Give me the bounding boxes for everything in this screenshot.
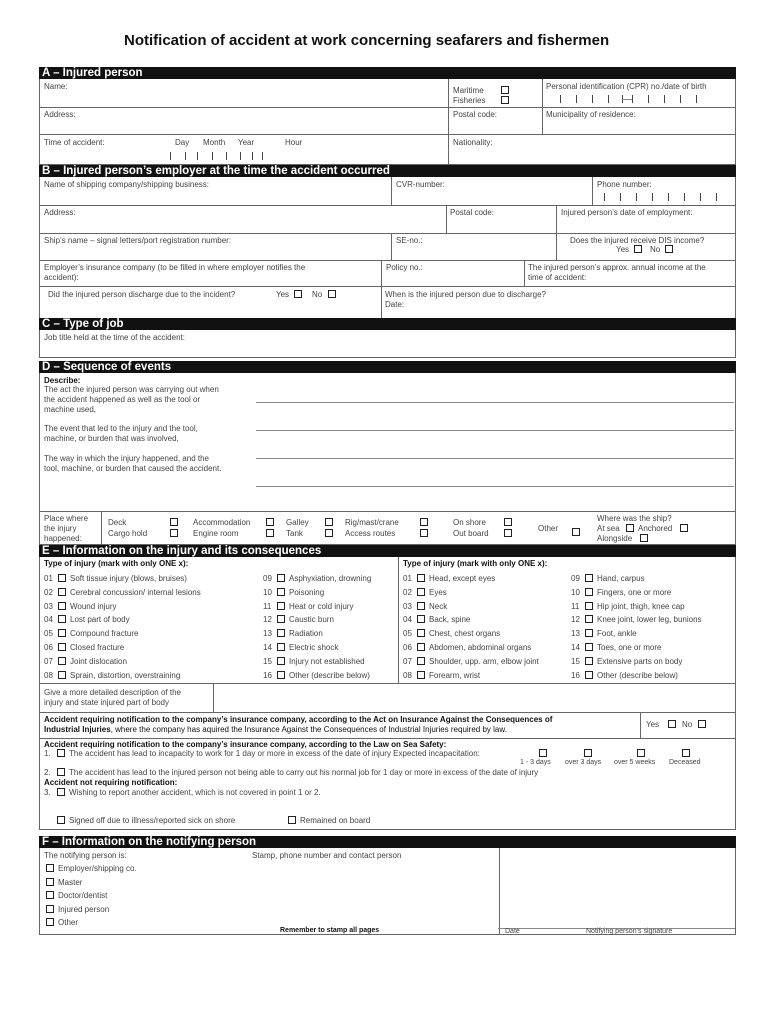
point3-text: Wishing to report another accident, which is not covered in point 1 or 2. bbox=[69, 788, 321, 797]
insurance-yes-checkbox[interactable] bbox=[668, 720, 676, 728]
time-label: Time of accident: bbox=[44, 138, 105, 147]
point2-text: The accident has lead to the injured person not being able to carry out his normal job for 1 day or more in excess of the date of injury bbox=[69, 768, 539, 777]
injury-option-number: 04 bbox=[403, 615, 412, 625]
point1-text: The accident has lead to incapacity to work for 1 day or more in excess of the date of injury Expected incapacitation: bbox=[69, 749, 480, 758]
injury-option-label: Knee joint, lower leg, bunions bbox=[597, 615, 702, 625]
section-e-header: E – Information on the injury and its consequences bbox=[39, 545, 736, 557]
injury-option-label: Hip joint, thigh, knee cap bbox=[597, 601, 685, 611]
injury-option-label: Caustic burn bbox=[289, 615, 334, 625]
stamp-label: Stamp, phone number and contact person bbox=[252, 851, 402, 860]
injury-option-label: Chest, chest organs bbox=[429, 629, 501, 639]
describe-event-line2: machine, or burden that was involved, bbox=[44, 434, 179, 443]
injury-option-checkbox[interactable] bbox=[585, 602, 593, 610]
signature-label: Notifying person’s signature bbox=[586, 928, 673, 935]
dis-label: Does the injured receive DIS income? bbox=[570, 236, 705, 245]
at-sea-label: At sea bbox=[597, 524, 620, 533]
year-label: Year bbox=[238, 138, 255, 147]
phone-label: Phone number: bbox=[597, 180, 652, 189]
insurer-label-line1: Employer’s insurance company (to be filled in where employer notifies the bbox=[44, 263, 306, 272]
se-no-label: SE-no.: bbox=[396, 236, 423, 245]
at-sea-checkbox[interactable] bbox=[626, 524, 634, 532]
incap-deceased-checkbox[interactable] bbox=[682, 749, 690, 757]
injury-option-number: 08 bbox=[44, 670, 53, 680]
injury-option-number: 10 bbox=[571, 587, 580, 597]
injury-option-number: 06 bbox=[44, 643, 53, 652]
notifying-option-label: Master bbox=[58, 877, 83, 887]
signed-off-checkbox[interactable] bbox=[57, 816, 65, 824]
outboard-label: Out board bbox=[453, 529, 489, 538]
income-label-line1: The injured person’s approx. annual income at the bbox=[528, 263, 706, 272]
injury-option-number: 16 bbox=[263, 670, 272, 680]
injury-option-checkbox[interactable] bbox=[58, 629, 66, 637]
section-f-header: F – Information on the notifying person bbox=[39, 836, 736, 848]
engine-room-checkbox[interactable] bbox=[266, 529, 274, 537]
tank-checkbox[interactable] bbox=[325, 529, 333, 537]
section-d-header: D – Sequence of events bbox=[39, 361, 736, 373]
incap-over-3-days-label: over 3 days bbox=[565, 759, 602, 766]
income-label-line2: time of accident: bbox=[528, 273, 587, 282]
notifying-option-checkbox[interactable] bbox=[46, 878, 54, 886]
injury-option-checkbox[interactable] bbox=[277, 602, 285, 610]
place-label-line1: Place where bbox=[44, 514, 89, 523]
injury-option-checkbox[interactable] bbox=[585, 574, 593, 582]
injury-option-checkbox[interactable] bbox=[417, 657, 425, 665]
dis-no-checkbox[interactable] bbox=[665, 245, 673, 253]
discharge-date-label: Date: bbox=[385, 300, 405, 309]
rig-checkbox[interactable] bbox=[420, 518, 428, 526]
date-label: Date bbox=[505, 928, 520, 935]
injury-option-checkbox[interactable] bbox=[417, 629, 425, 637]
injury-option-label: Lost part of body bbox=[70, 615, 130, 625]
injury-option-number: 07 bbox=[44, 656, 53, 666]
remained-checkbox[interactable] bbox=[288, 816, 296, 824]
injury-option-checkbox[interactable] bbox=[58, 588, 66, 596]
injury-option-number: 15 bbox=[571, 656, 580, 666]
notifying-option-checkbox[interactable] bbox=[46, 905, 54, 913]
injury-option-number: 07 bbox=[403, 656, 412, 666]
cargo-hold-checkbox[interactable] bbox=[170, 529, 178, 537]
accommodation-label: Accommodation bbox=[193, 518, 251, 527]
injury-option-number: 06 bbox=[403, 643, 412, 652]
day-label: Day bbox=[175, 138, 190, 147]
injury-option-label: Forearm, wrist bbox=[429, 670, 481, 680]
notifying-is-label: The notifying person is: bbox=[44, 851, 127, 860]
rig-label: Rig/mast/crane bbox=[345, 518, 399, 527]
signed-off-label: Signed off due to illness/reported sick on shore bbox=[69, 816, 236, 825]
injury-option-number: 01 bbox=[403, 574, 412, 583]
maritime-checkbox[interactable] bbox=[501, 86, 509, 94]
injury-option-label: Electric shock bbox=[289, 643, 339, 652]
discharge-label: Did the injured person discharge due to the incident? bbox=[48, 290, 236, 299]
remained-label: Remained on board bbox=[300, 816, 371, 825]
injury-option-checkbox[interactable] bbox=[585, 657, 593, 665]
anchored-label: Anchored bbox=[638, 524, 673, 533]
alongside-label: Alongside bbox=[597, 534, 633, 543]
injury-option-number: 04 bbox=[44, 615, 53, 625]
onshore-checkbox[interactable] bbox=[504, 518, 512, 526]
injury-option-label: Eyes bbox=[429, 587, 447, 597]
injury-option-checkbox[interactable] bbox=[417, 643, 425, 651]
engine-room-label: Engine room bbox=[193, 529, 239, 538]
injury-option-number: 16 bbox=[571, 670, 580, 680]
injury-option-checkbox[interactable] bbox=[417, 574, 425, 582]
injury-option-number: 05 bbox=[44, 629, 53, 639]
not-required-label: Accident not requiring notification: bbox=[44, 778, 178, 787]
injury-option-label: Closed fracture bbox=[70, 643, 125, 652]
point2-number: 2. bbox=[44, 768, 51, 777]
injury-option-checkbox[interactable] bbox=[585, 671, 593, 679]
insurance-notice-line1: Accident requiring notification to the company’s insurance company, according to the Act on Insurance Against the Consequences of bbox=[44, 715, 553, 724]
describe-act-input[interactable] bbox=[256, 402, 734, 403]
injury-option-checkbox[interactable] bbox=[585, 643, 593, 651]
insurance-yes-label: Yes bbox=[646, 720, 660, 729]
injury-option-number: 10 bbox=[263, 587, 272, 597]
discharge-no-label: No bbox=[312, 290, 323, 299]
injury-option-checkbox[interactable] bbox=[58, 643, 66, 651]
job-title-label: Job title held at the time of the accident: bbox=[44, 333, 185, 342]
describe-act-line1: The act the injured person was carrying out when bbox=[44, 385, 219, 394]
notifying-option-checkbox[interactable] bbox=[46, 864, 54, 872]
describe-extra-input[interactable] bbox=[256, 486, 734, 487]
injury-option-number: 02 bbox=[44, 587, 53, 597]
injury-type-label: Type of injury (mark with only ONE x): bbox=[44, 559, 189, 568]
anchored-checkbox[interactable] bbox=[680, 524, 688, 532]
describe-way-input[interactable] bbox=[256, 458, 734, 459]
dis-yes-checkbox[interactable] bbox=[634, 245, 642, 253]
insurance-notice-line2: Industrial Injuries, where the company has aquired the Insurance Against the Consequences of Industrial Injuries required by law. bbox=[44, 725, 507, 734]
injury-option-number: 14 bbox=[263, 643, 272, 652]
section-c-header: C – Type of job bbox=[39, 318, 736, 330]
injury-option-label: Compound fracture bbox=[70, 629, 139, 639]
injury-option-number: 11 bbox=[571, 601, 580, 611]
discharge-when-label: When is the injured person due to discharge? bbox=[385, 290, 546, 299]
discharge-no-checkbox[interactable] bbox=[328, 290, 336, 298]
cvr-label: CVR-number: bbox=[396, 180, 445, 189]
cpr-label: Personal identification (CPR) no./date of birth bbox=[546, 82, 707, 91]
dis-no-label: No bbox=[650, 245, 661, 254]
accommodation-checkbox[interactable] bbox=[266, 518, 274, 526]
detail-label-line2: injury and state injured part of body bbox=[44, 698, 169, 707]
injury-option-number: 01 bbox=[44, 574, 53, 583]
insurer-label-line2: accident): bbox=[44, 273, 79, 282]
injury-option-label: Other (describe below) bbox=[289, 670, 370, 680]
incap-1-3-days-label: 1 - 3 days bbox=[520, 759, 551, 766]
injury-option-checkbox[interactable] bbox=[277, 671, 285, 679]
discharge-yes-checkbox[interactable] bbox=[294, 290, 302, 298]
access-routes-label: Access routes bbox=[345, 529, 396, 538]
describe-act-line2: the accident happened as well as the tool or bbox=[44, 395, 201, 404]
describe-event-line1: The event that led to the injury and the tool, bbox=[44, 424, 198, 433]
injury-option-number: 13 bbox=[263, 629, 272, 639]
injury-option-number: 03 bbox=[44, 601, 53, 611]
point1-checkbox[interactable] bbox=[57, 749, 65, 757]
describe-event-input[interactable] bbox=[256, 430, 734, 431]
ship-location-label: Where was the ship? bbox=[597, 514, 672, 523]
injury-option-label: Foot, ankle bbox=[597, 629, 637, 639]
remember-stamp-note: Remember to stamp all pages bbox=[280, 927, 380, 934]
postal-code-label: Postal code: bbox=[453, 110, 498, 119]
section-a-header: A – Injured person bbox=[39, 67, 736, 79]
detail-label-line1: Give a more detailed description of the bbox=[44, 688, 181, 697]
injury-option-label: Joint dislocation bbox=[70, 656, 127, 666]
injury-option-checkbox[interactable] bbox=[417, 671, 425, 679]
describe-way-line1: The way in which the injury happened, and the bbox=[44, 454, 209, 463]
injury-option-label: Shoulder, upp. arm, elbow joint bbox=[429, 656, 539, 666]
injury-option-checkbox[interactable] bbox=[58, 657, 66, 665]
place-label-line2: the injury bbox=[44, 524, 77, 533]
tank-label: Tank bbox=[286, 529, 303, 538]
employer-address-label: Address: bbox=[44, 208, 76, 217]
injury-option-checkbox[interactable] bbox=[58, 574, 66, 582]
incap-over-3-days-checkbox[interactable] bbox=[584, 749, 592, 757]
company-name-label: Name of shipping company/shipping business: bbox=[44, 180, 209, 189]
injury-option-number: 13 bbox=[571, 629, 580, 639]
name-label: Name: bbox=[44, 82, 68, 91]
describe-label: Describe: bbox=[44, 376, 81, 385]
alongside-checkbox[interactable] bbox=[640, 534, 648, 542]
injury-option-checkbox[interactable] bbox=[585, 615, 593, 623]
point2-checkbox[interactable] bbox=[57, 768, 65, 776]
injury-option-label: Neck bbox=[429, 601, 448, 611]
injury-location-label: Type of injury (mark with only ONE x): bbox=[403, 559, 548, 568]
injury-option-label: Other (describe below) bbox=[597, 670, 678, 680]
injury-option-number: 12 bbox=[571, 615, 580, 625]
injury-option-label: Injury not established bbox=[289, 656, 365, 666]
address-label: Address: bbox=[44, 110, 76, 119]
injury-option-number: 11 bbox=[263, 601, 272, 611]
nationality-label: Nationality: bbox=[453, 138, 493, 147]
page-title: Notification of accident at work concerning seafarers and fishermen bbox=[124, 32, 610, 49]
injury-option-label: Cerebral concussion/ internal lesions bbox=[70, 587, 201, 597]
injury-option-label: Fingers, one or more bbox=[597, 587, 672, 597]
injury-option-checkbox[interactable] bbox=[277, 588, 285, 596]
injury-option-number: 14 bbox=[571, 643, 580, 652]
injury-option-label: Asphyxiation, drowning bbox=[289, 574, 372, 583]
maritime-label: Maritime bbox=[453, 86, 484, 95]
injury-option-checkbox[interactable] bbox=[277, 657, 285, 665]
incap-1-3-days-checkbox[interactable] bbox=[539, 749, 547, 757]
injury-option-label: Head, except eyes bbox=[429, 574, 496, 583]
injury-option-number: 03 bbox=[403, 601, 412, 611]
employment-date-label: Injured person’s date of employment: bbox=[561, 208, 693, 217]
sea-safety-label: Accident requiring notification to the company’s insurance company, according to the Law on Sea Safety: bbox=[44, 740, 447, 749]
injury-option-checkbox[interactable] bbox=[58, 602, 66, 610]
injury-option-label: Toes, one or more bbox=[597, 643, 662, 652]
injury-option-checkbox[interactable] bbox=[277, 629, 285, 637]
notifying-option-checkbox[interactable] bbox=[46, 891, 54, 899]
describe-way-line2: tool, machine, or burden that caused the accident. bbox=[44, 464, 222, 473]
insurance-no-label: No bbox=[682, 720, 693, 729]
discharge-yes-label: Yes bbox=[276, 290, 290, 299]
injury-option-checkbox[interactable] bbox=[277, 615, 285, 623]
injury-option-label: Back, spine bbox=[429, 615, 471, 625]
deck-label: Deck bbox=[108, 518, 127, 527]
fisheries-label: Fisheries bbox=[453, 96, 486, 105]
notifying-option-label: Employer/shipping co. bbox=[58, 864, 137, 873]
injury-option-number: 15 bbox=[263, 656, 272, 666]
injury-option-checkbox[interactable] bbox=[277, 643, 285, 651]
municipality-label: Municipality of residence: bbox=[546, 110, 636, 119]
injury-option-number: 09 bbox=[571, 574, 580, 583]
place-label-line3: happened: bbox=[44, 534, 82, 543]
notifying-option-label: Doctor/dentist bbox=[58, 891, 108, 900]
injury-option-number: 08 bbox=[403, 670, 412, 680]
section-b-header: B – Injured person’s employer at the time the accident occurred bbox=[39, 165, 736, 177]
galley-label: Galley bbox=[286, 518, 309, 527]
injury-option-label: Extensive parts on body bbox=[597, 656, 683, 666]
point3-checkbox[interactable] bbox=[57, 788, 65, 796]
galley-checkbox[interactable] bbox=[325, 518, 333, 526]
injury-option-label: Poisoning bbox=[289, 587, 325, 597]
injury-option-checkbox[interactable] bbox=[417, 602, 425, 610]
incap-deceased-label: Deceased bbox=[669, 759, 701, 766]
injury-option-label: Sprain, distortion, overstraining bbox=[70, 670, 181, 680]
injury-option-checkbox[interactable] bbox=[417, 588, 425, 596]
injury-option-checkbox[interactable] bbox=[417, 615, 425, 623]
injury-option-label: Abdomen, abdominal organs bbox=[429, 643, 532, 652]
point3-number: 3. bbox=[44, 788, 51, 797]
injury-option-number: 09 bbox=[263, 574, 272, 583]
incap-over-5-weeks-label: over 5 weeks bbox=[614, 759, 656, 766]
point1-number: 1. bbox=[44, 749, 51, 758]
injury-option-label: Soft tissue injury (blows, bruises) bbox=[70, 574, 187, 583]
injury-option-checkbox[interactable] bbox=[58, 671, 66, 679]
insurance-no-checkbox[interactable] bbox=[698, 720, 706, 728]
injury-option-label: Heat or cold injury bbox=[289, 601, 354, 611]
outboard-checkbox[interactable] bbox=[504, 529, 512, 537]
cargo-hold-label: Cargo hold bbox=[108, 529, 148, 538]
describe-act-line3: machine used, bbox=[44, 405, 97, 414]
fisheries-checkbox[interactable] bbox=[501, 96, 509, 104]
other-place-checkbox[interactable] bbox=[572, 528, 580, 536]
injury-option-label: Hand, carpus bbox=[597, 574, 645, 583]
incap-over-5-weeks-checkbox[interactable] bbox=[637, 749, 645, 757]
injury-option-number: 02 bbox=[403, 587, 412, 597]
hour-label: Hour bbox=[285, 138, 303, 147]
deck-checkbox[interactable] bbox=[170, 518, 178, 526]
access-routes-checkbox[interactable] bbox=[420, 529, 428, 537]
notifying-option-label: Injured person bbox=[58, 904, 110, 914]
injury-option-label: Radiation bbox=[289, 629, 323, 639]
injury-option-checkbox[interactable] bbox=[585, 588, 593, 596]
onshore-label: On shore bbox=[453, 518, 486, 527]
notifying-option-checkbox[interactable] bbox=[46, 918, 54, 926]
injury-option-checkbox[interactable] bbox=[58, 615, 66, 623]
policy-label: Policy no.: bbox=[386, 263, 423, 272]
injury-option-number: 05 bbox=[403, 629, 412, 639]
injury-option-label: Wound injury bbox=[70, 601, 117, 611]
notifying-option-label: Other bbox=[58, 918, 79, 927]
injury-option-checkbox[interactable] bbox=[277, 574, 285, 582]
employer-postal-label: Postal code: bbox=[450, 208, 495, 217]
injury-option-checkbox[interactable] bbox=[585, 629, 593, 637]
other-place-label: Other bbox=[538, 524, 559, 533]
ship-name-label: Ship’s name – signal letters/port registration number: bbox=[44, 236, 232, 245]
month-label: Month bbox=[203, 138, 226, 147]
injury-option-number: 12 bbox=[263, 615, 272, 625]
dis-yes-label: Yes bbox=[616, 245, 630, 254]
